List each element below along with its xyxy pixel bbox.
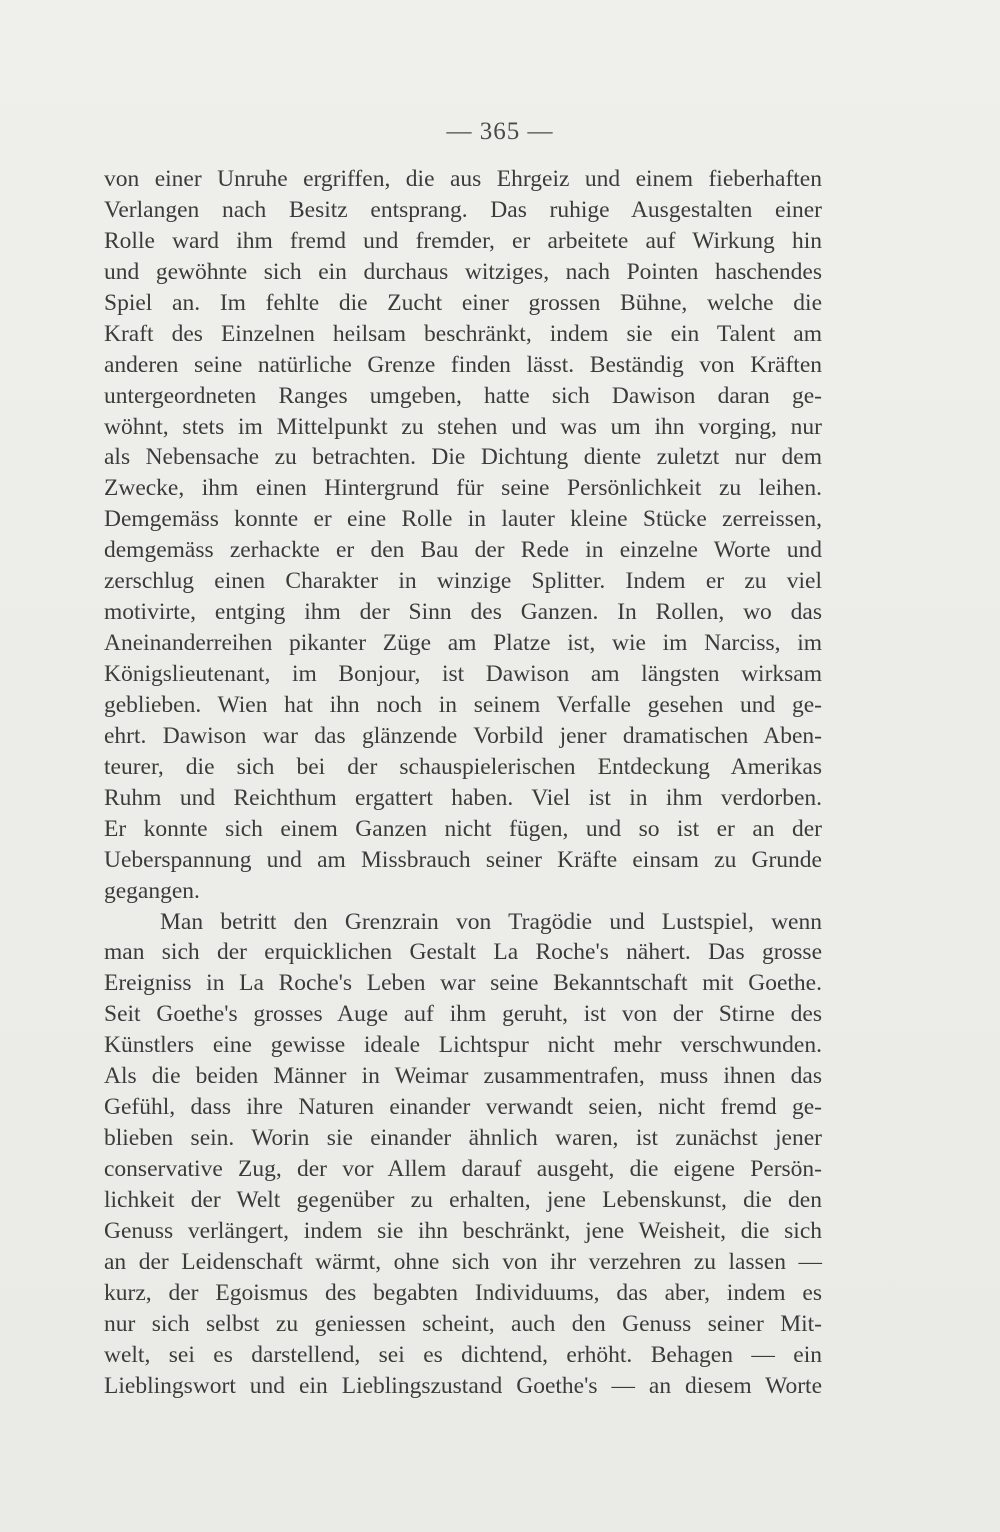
text-line: Lieblingswort und ein Lieblingszustand Goethe's — an diesem Worte: [104, 1372, 822, 1399]
text-line: Seit Goethe's grosses Auge auf ihm geruht, ist von der Stirne des: [104, 1001, 822, 1028]
text-line: anderen seine natürliche Grenze finden lässt. Beständig von Kräften: [104, 351, 822, 378]
text-line: motivirte, entging ihm der Sinn des Ganzen. In Rollen, wo das: [104, 599, 822, 626]
text-line: Als die beiden Männer in Weimar zusammentrafen, muss ihnen das: [104, 1063, 822, 1090]
text-line: Spiel an. Im fehlte die Zucht einer grossen Bühne, welche die: [104, 289, 822, 316]
text-line: als Nebensache zu betrachten. Die Dichtung diente zuletzt nur dem: [104, 444, 822, 471]
text-line: Demgemäss konnte er eine Rolle in lauter kleine Stücke zerreissen,: [104, 506, 822, 533]
text-line: Königslieutenant, im Bonjour, ist Dawison am längsten wirksam: [104, 661, 822, 687]
text-line: Verlangen nach Besitz entsprang. Das ruhige Ausgestalten einer: [104, 196, 822, 223]
text-line: gegangen.: [104, 877, 200, 904]
text-line: Künstlers eine gewisse ideale Lichtspur nicht mehr verschwunden.: [104, 1032, 822, 1059]
text-line: Ruhm und Reichthum ergattert haben. Viel ist in ihm verdorben.: [104, 784, 822, 811]
body-text: [104, 164, 822, 1402]
text-line: geblieben. Wien hat ihn noch in seinem Verfalle gesehen und ge-: [104, 691, 822, 718]
text-line: demgemäss zerhackte er den Bau der Rede in einzelne Worte und: [104, 537, 822, 564]
page-number: — 365 —: [446, 118, 554, 145]
text-line: conservative Zug, der vor Allem darauf ausgeht, die eigene Persön-: [104, 1156, 822, 1182]
text-line: Rolle ward ihm fremd und fremder, er arbeitete auf Wirkung hin: [104, 227, 822, 254]
text-line: ehrt. Dawison war das glänzende Vorbild jener dramatischen Aben-: [104, 722, 822, 749]
text-line: untergeordneten Ranges umgeben, hatte sich Dawison daran ge-: [104, 382, 822, 409]
text-line: zerschlug einen Charakter in winzige Splitter. Indem er zu viel: [104, 568, 822, 595]
text-line: Er konnte sich einem Ganzen nicht fügen, und so ist er an der: [104, 815, 822, 842]
text-line: an der Leidenschaft wärmt, ohne sich von ihr verzehren zu lassen —: [104, 1248, 822, 1275]
text-line: Genuss verlängert, indem sie ihn beschränkt, jene Weisheit, die sich: [104, 1217, 822, 1244]
text-line: von einer Unruhe ergriffen, die aus Ehrgeiz und einem fieberhaften: [104, 166, 822, 192]
text-line: kurz, der Egoismus des begabten Individuums, das aber, indem es: [104, 1279, 822, 1306]
text-line: Man betritt den Grenzrain von Tragödie und Lustspiel, wenn: [160, 908, 822, 935]
text-line: man sich der erquicklichen Gestalt La Roche's nähert. Das grosse: [104, 939, 822, 966]
text-line: und gewöhnte sich ein durchaus witziges, nach Pointen haschendes: [104, 258, 822, 285]
text-line: Aneinanderreihen pikanter Züge am Platze ist, wie im Narciss, im: [104, 630, 822, 657]
text-line: Kraft des Einzelnen heilsam beschränkt, indem sie ein Talent am: [104, 320, 822, 347]
text-line: nur sich selbst zu geniessen scheint, auch den Genuss seiner Mit-: [104, 1310, 822, 1337]
text-line: lichkeit der Welt gegenüber zu erhalten, jene Lebenskunst, die den: [104, 1186, 822, 1213]
text-line: blieben sein. Worin sie einander ähnlich waren, ist zunächst jener: [104, 1125, 822, 1152]
text-line: wöhnt, stets im Mittelpunkt zu stehen und was um ihn vorging, nur: [104, 413, 822, 440]
text-line: Ueberspannung und am Missbrauch seiner Kräfte einsam zu Grunde: [104, 846, 822, 873]
text-line: Ereigniss in La Roche's Leben war seine Bekanntschaft mit Goethe.: [104, 970, 822, 997]
text-line: teurer, die sich bei der schauspielerischen Entdeckung Amerikas: [104, 753, 822, 780]
text-line: Zwecke, ihm einen Hintergrund für seine Persönlichkeit zu leihen.: [104, 475, 822, 502]
text-line: Gefühl, dass ihre Naturen einander verwandt seien, nicht fremd ge-: [104, 1094, 822, 1121]
text-line: welt, sei es darstellend, sei es dichtend, erhöht. Behagen — ein: [104, 1341, 822, 1368]
